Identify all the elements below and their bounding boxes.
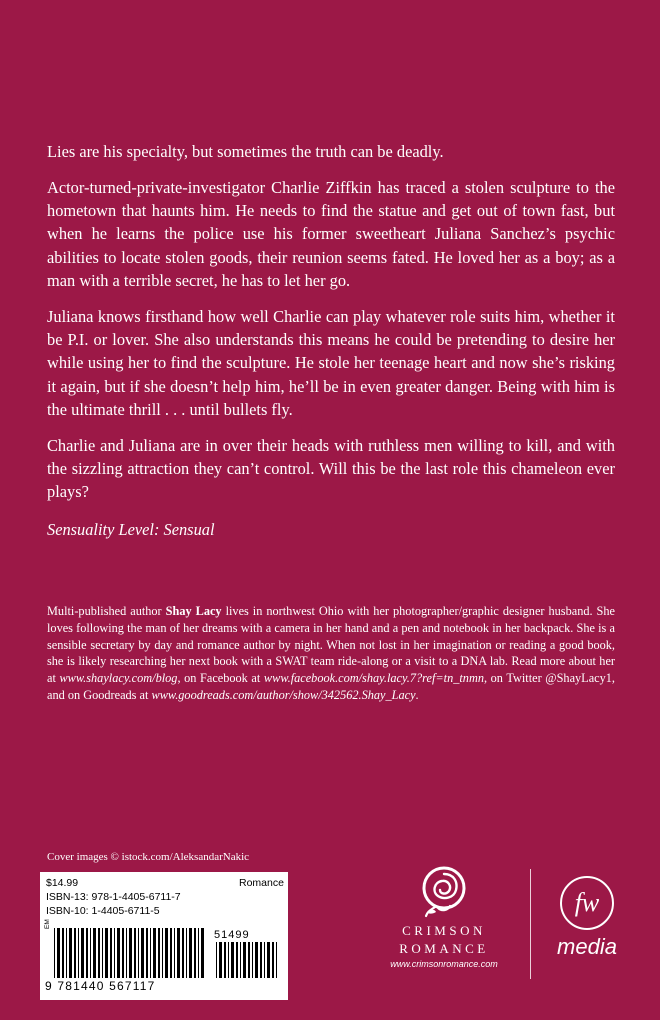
barcode-bar (90, 928, 91, 978)
barcode-bar (267, 942, 270, 978)
barcode-bar (240, 942, 241, 978)
barcode-bar (252, 942, 253, 978)
blog-link[interactable]: www.shaylacy.com/blog (59, 671, 178, 686)
barcode-bar (198, 928, 199, 978)
barcode-bar (158, 928, 160, 978)
barcode-bar (248, 942, 250, 978)
barcode-bar (93, 928, 96, 978)
barcode-bar (110, 928, 112, 978)
bio-facebook-text: , on Facebook at (177, 671, 264, 686)
bio-intro: Multi-published author (47, 604, 166, 618)
barcode-bar (264, 942, 265, 978)
blurb-paragraph-1: Actor-turned-private-investigator Charlie Ziffkin has traced a stolen sculpture to the hometown that haunts him. He needs to find the statue and get out of town fast, but when he learns the police use his former sweetheart Juliana Sanchez’s psychic abilities to locate stolen goods, their reunion seems fated. He loved her as a boy; as a man with a terrible secret, he has to let her go. (47, 177, 615, 290)
genre-label: Romance (239, 877, 284, 889)
blurb-paragraph-2: Juliana knows firsthand how well Charlie can play whatever role suits him, whether it be P.I. or lover. She also understands this means he could be pretending to desire her while using her to find the sculpture. He stole her teenage heart and now she’s risking it again, but if she doesn’t help him, he’ll be in even greater danger. Being with him is the ultimate thrill . . . until bullets fly. (47, 306, 615, 419)
barcode-bar (129, 928, 132, 978)
fw-media-text: media (557, 934, 617, 959)
barcode-bar (177, 928, 180, 978)
barcode-bar (189, 928, 192, 978)
blurb-section (47, 140, 615, 553)
barcode-bar (62, 928, 64, 978)
barcode-bar (272, 942, 274, 978)
crimson-url[interactable]: www.crimsonromance.com (390, 959, 498, 969)
barcode-bar (86, 928, 88, 978)
barcode-bar (276, 942, 277, 978)
barcode-bar (194, 928, 196, 978)
tagline: Lies are his specialty, but sometimes the truth can be deadly. (47, 142, 444, 161)
barcode-bar (138, 928, 139, 978)
bio-body: lives in northwest Ohio with her photographer/graphic designer husband. She loves following the man of her dreams with a camera in her hand and a pen and notebook in her backpack. She is a sensible secretary by day and romance author by night. When not lost in her imagination or reading a good book, she is likely researching her next book with a SWAT team ride-along or a visit to a DNA lab. Read more about her at (47, 604, 615, 686)
barcode-bar (126, 928, 127, 978)
cover-credit: Cover images © istock.com/AleksandarNakic (47, 851, 250, 863)
isbn13-label: ISBN-13: 978-1-4405-6711-7 (46, 891, 181, 903)
barcode-bar (98, 928, 100, 978)
barcode-bar (170, 928, 172, 978)
isbn10-label: ISBN-10: 1-4405-6711-5 (46, 905, 160, 917)
price-label: $14.99 (46, 877, 79, 889)
rose-icon (418, 866, 470, 920)
barcode-bar (255, 942, 258, 978)
barcode-bar (201, 928, 204, 978)
bio-end: . (415, 687, 419, 702)
barcode-box (40, 872, 288, 1000)
fw-circle-icon (560, 876, 614, 930)
barcode-bar (122, 928, 124, 978)
crimson-name-line1: CRIMSON (402, 923, 486, 938)
crimson-name-line2: ROMANCE (399, 941, 489, 956)
author-bio (47, 603, 615, 704)
side-code: EM (44, 919, 51, 929)
barcode-bar (54, 928, 55, 978)
barcode-bar (182, 928, 184, 978)
barcode-bar (231, 942, 234, 978)
barcode-bar (146, 928, 148, 978)
barcode-bar (78, 928, 79, 978)
barcode-bar (216, 942, 217, 978)
facebook-link[interactable]: www.facebook.com/shay.lacy.7?ref=tn_tnmn (263, 671, 484, 686)
barcode-bar (174, 928, 175, 978)
logo-divider (530, 869, 531, 979)
sensuality-level: Sensuality Level: Sensual (47, 519, 215, 539)
fw-mark: fw (574, 888, 600, 917)
barcode-bar (260, 942, 262, 978)
barcode-bar (153, 928, 156, 978)
barcode-supplement-number: 51499 (214, 929, 250, 941)
crimson-romance-logo (376, 866, 512, 976)
barcode-bar (134, 928, 136, 978)
barcode-bar (228, 942, 229, 978)
barcode-bar (66, 928, 67, 978)
barcode-bar (114, 928, 115, 978)
barcode-bar (243, 942, 246, 978)
barcode-bar (162, 928, 163, 978)
fw-media-logo (551, 876, 623, 960)
barcode-main-number: 9 781440 567117 (45, 979, 156, 993)
barcode-bar (69, 928, 72, 978)
goodreads-link[interactable]: www.goodreads.com/author/show/342562.Shay_Lacy (151, 687, 416, 702)
barcode-bar (105, 928, 108, 978)
barcode-bar (81, 928, 84, 978)
barcode-bar (236, 942, 238, 978)
barcode-bar (219, 942, 222, 978)
barcode-bar (186, 928, 187, 978)
barcode-bar (117, 928, 120, 978)
barcode-bar (165, 928, 168, 978)
barcode-bar (150, 928, 151, 978)
bio-twitter-text: , on Twitter @ShayLacy1, and on Goodreads at (47, 671, 615, 702)
barcode-bar (102, 928, 103, 978)
barcode-supplement (216, 942, 278, 994)
author-name: Shay Lacy (165, 604, 222, 618)
barcode-bar (74, 928, 76, 978)
barcode-main (54, 928, 204, 980)
barcode-bar (224, 942, 226, 978)
barcode-bar (57, 928, 60, 978)
blurb-paragraph-3: Charlie and Juliana are in over their heads with ruthless men willing to kill, and with the sizzling attraction they can’t control. Will this be the last role this chameleon ever plays? (47, 435, 615, 502)
barcode-bar (141, 928, 144, 978)
